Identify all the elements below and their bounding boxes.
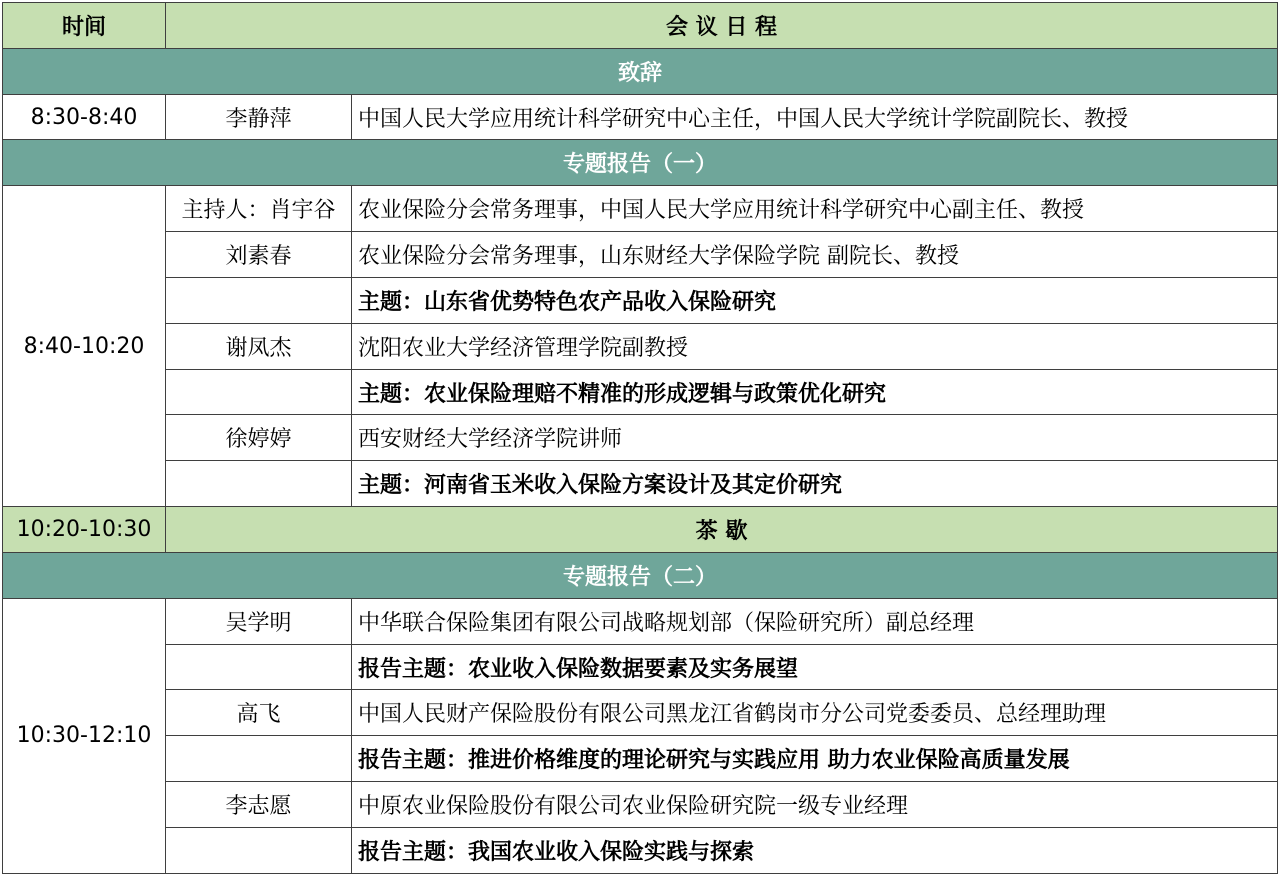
section-title: 专题报告（一）: [3, 140, 1278, 186]
table-row: [3, 736, 1278, 782]
report-topic: 报告主题：推进价格维度的理论研究与实践应用 助力农业保险高质量发展: [352, 736, 1278, 782]
section-opening: [3, 48, 1278, 94]
table-row: [3, 323, 1278, 369]
speaker-name: 谢凤杰: [166, 323, 352, 369]
table-row: [3, 186, 1278, 232]
header-agenda: 会 议 日 程: [166, 3, 1278, 49]
table-row: [3, 277, 1278, 323]
time-cell: 10:20-10:30: [3, 507, 166, 553]
speaker-name: 李志愿: [166, 782, 352, 828]
table-row: [3, 369, 1278, 415]
section-2: [3, 552, 1278, 598]
table-row: [3, 690, 1278, 736]
report-topic: 报告主题：农业收入保险数据要素及实务展望: [352, 644, 1278, 690]
speaker-name: 刘素春: [166, 232, 352, 278]
table-row: [3, 782, 1278, 828]
speaker-name: [166, 827, 352, 873]
speaker-desc: 农业保险分会常务理事，中国人民大学应用统计科学研究中心副主任、教授: [352, 186, 1278, 232]
speaker-name: 高飞: [166, 690, 352, 736]
report-topic: 主题：山东省优势特色农产品收入保险研究: [352, 277, 1278, 323]
speaker-name: 徐婷婷: [166, 415, 352, 461]
speaker-name: [166, 736, 352, 782]
speaker-name: [166, 461, 352, 507]
report-topic: 报告主题：我国农业收入保险实践与探索: [352, 827, 1278, 873]
speaker-name: 主持人：肖宇谷: [166, 186, 352, 232]
speaker-name: [166, 644, 352, 690]
time-cell: 8:40-10:20: [3, 186, 166, 507]
table-row: [3, 598, 1278, 644]
speaker-desc: 中原农业保险股份有限公司农业保险研究院一级专业经理: [352, 782, 1278, 828]
speaker-desc: 中国人民财产保险股份有限公司黑龙江省鹤岗市分公司党委委员、总经理助理: [352, 690, 1278, 736]
speaker-desc: 农业保险分会常务理事，山东财经大学保险学院 副院长、教授: [352, 232, 1278, 278]
tea-break-label: 茶 歇: [166, 507, 1278, 553]
table-row: [3, 827, 1278, 873]
section-title: 致辞: [3, 48, 1278, 94]
report-topic: 主题：河南省玉米收入保险方案设计及其定价研究: [352, 461, 1278, 507]
time-cell: 8:30-8:40: [3, 94, 166, 140]
header-row: [3, 3, 1278, 49]
opening-row: [3, 94, 1278, 140]
speaker-desc: 沈阳农业大学经济管理学院副教授: [352, 323, 1278, 369]
time-cell: 10:30-12:10: [3, 598, 166, 873]
agenda-table: [2, 2, 1278, 874]
speaker-desc: 西安财经大学经济学院讲师: [352, 415, 1278, 461]
speaker-name: 李静萍: [166, 94, 352, 140]
speaker-desc: 中国人民大学应用统计科学研究中心主任，中国人民大学统计学院副院长、教授: [352, 94, 1278, 140]
table-row: [3, 232, 1278, 278]
speaker-name: [166, 277, 352, 323]
table-row: [3, 461, 1278, 507]
section-title: 专题报告（二）: [3, 552, 1278, 598]
report-topic: 主题：农业保险理赔不精准的形成逻辑与政策优化研究: [352, 369, 1278, 415]
table-row: [3, 415, 1278, 461]
section-1: [3, 140, 1278, 186]
header-time: 时间: [3, 3, 166, 49]
table-row: [3, 644, 1278, 690]
speaker-desc: 中华联合保险集团有限公司战略规划部（保险研究所）副总经理: [352, 598, 1278, 644]
speaker-name: 吴学明: [166, 598, 352, 644]
tea-break-row: [3, 507, 1278, 553]
speaker-name: [166, 369, 352, 415]
